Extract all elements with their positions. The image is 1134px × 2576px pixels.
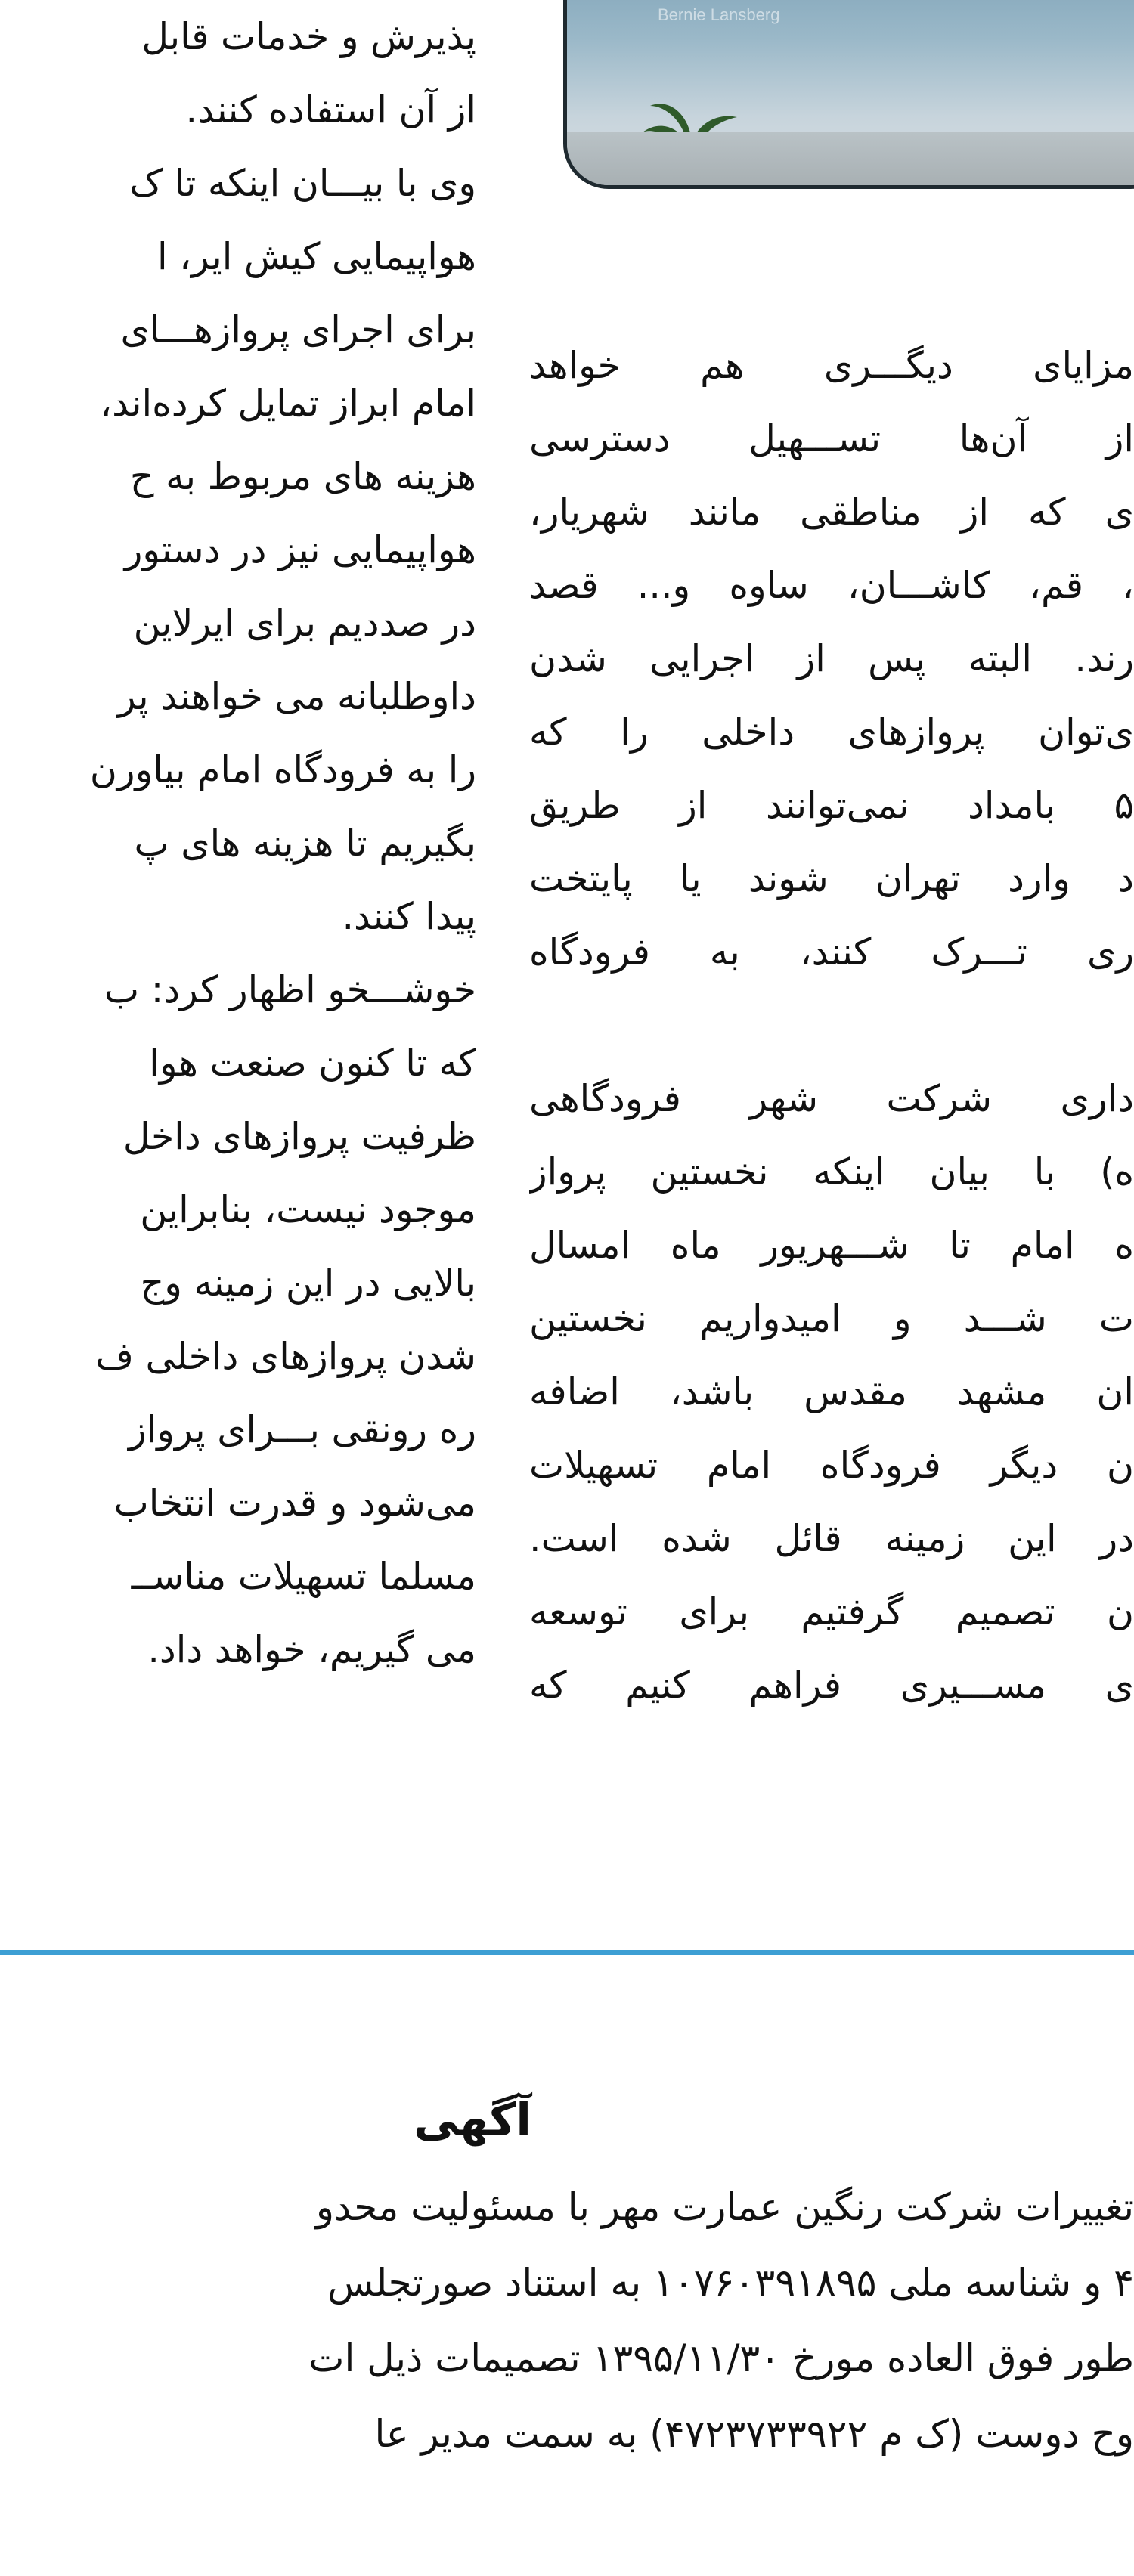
article-line: از آن‌ها تســـهیل دسترسی xyxy=(529,417,1134,460)
article-line: وی با بیـــان اینکه تا ک xyxy=(129,162,476,205)
article-line: ه) با بیان اینکه نخستین پرواز xyxy=(529,1150,1134,1194)
article-line: ظرفیت پروازهای داخل xyxy=(122,1115,476,1158)
ad-line: وح دوست (ک م ۴۷۲۳۷۳۳۹۲۲) به سمت مدیر عا xyxy=(374,2412,1134,2456)
article-line: بگیریم تا هزینه های پ xyxy=(134,822,476,865)
article-line: داوطلبانه می خواهند پر xyxy=(118,675,476,718)
article-line: را به فرودگاه امام بیاورن xyxy=(89,748,476,791)
article-line: هواپیمایی کیش ایر، ا xyxy=(157,235,476,278)
article-line: در صددیم برای ایرلاین xyxy=(133,602,476,645)
article-line: رند. البته پس از اجرایی شدن xyxy=(529,637,1134,680)
article-column-right xyxy=(529,329,1134,1722)
article-column-left xyxy=(0,0,476,1686)
article-line: بالایی در این زمینه وج xyxy=(140,1262,476,1305)
article-line: د وارد تهران شوند یا پایتخت xyxy=(529,857,1134,900)
article-line: ی‌توان پروازهای داخلی را که xyxy=(529,711,1134,754)
article-line: خوشـــخو اظهار کرد: ب xyxy=(104,968,476,1011)
article-line: مزایای دیگـــری هم خواهد xyxy=(529,344,1134,387)
article-line: در این زمینه قائل شده است. xyxy=(529,1517,1134,1560)
article-line: می گیریم، خواهد داد. xyxy=(147,1628,476,1671)
article-line: ت شـــد و امیدواریم نخستین xyxy=(529,1297,1134,1340)
article-line: مسلما تسهیلات مناســ xyxy=(131,1555,476,1598)
article-line: ی که از مناطقی مانند شهریار، xyxy=(529,491,1134,534)
article-line: ان مشهد مقدس باشد، اضافه xyxy=(529,1370,1134,1413)
article-line: ره رونقی بـــرای پرواز xyxy=(129,1408,476,1451)
article-line xyxy=(529,989,1134,1062)
section-divider xyxy=(0,1950,1134,1955)
article-photo xyxy=(563,0,1134,189)
article-line: پیدا کنند. xyxy=(342,895,476,938)
article-line: ی مســـیری فراهم کنیم که xyxy=(529,1664,1134,1707)
ad-title: آگهی xyxy=(414,2094,531,2147)
photo-caption: Bernie Lansberg xyxy=(658,5,780,24)
article-line: ری تـــرک کنند، به فرودگاه xyxy=(529,930,1134,974)
photo-ground xyxy=(567,132,1134,185)
ad-line: طور فوق العاده مورخ ۱۳۹۵/۱۱/۳۰ تصمیمات ذیل ات xyxy=(308,2336,1134,2380)
article-line: که تا کنون صنعت هوا xyxy=(149,1042,476,1085)
ad-line: تغییرات شرکت رنگین عمارت مهر با مسئولیت محدو xyxy=(315,2185,1134,2229)
article-line: شدن پروازهای داخلی ف xyxy=(95,1335,476,1378)
article-line: ، قم، کاشـــان، ساوه و... قصد xyxy=(529,564,1134,607)
article-line: از آن استفاده کنند. xyxy=(185,88,476,132)
article-line: هواپیمایی نیز در دستور xyxy=(124,528,476,571)
article-line: برای اجرای پروازهـــای xyxy=(120,308,476,351)
ad-body xyxy=(0,2169,1134,2472)
article-line: ن تصمیم گرفتیم برای توسعه xyxy=(529,1590,1134,1633)
article-line: می‌شود و قدرت انتخاب xyxy=(113,1482,476,1525)
article-line: موجود نیست، بنابراین xyxy=(140,1188,476,1231)
article-line: ه امام تا شـــهریور ماه امسال xyxy=(529,1224,1134,1267)
article-line: هزینه های مربوط به ح xyxy=(129,455,476,498)
article-line: پذیرش و خدمات قابل xyxy=(141,15,476,58)
article-line: ن دیگر فرودگاه امام تسهیلات xyxy=(529,1444,1134,1487)
article-line: داری شرکت شهر فرودگاهی xyxy=(529,1077,1134,1120)
ad-line: ۴ و شناسه ملی ۱۰۷۶۰۳۹۱۸۹۵ به استناد صورتجلس xyxy=(327,2261,1134,2305)
article-line: امام ابراز تمایل کرده‌اند، xyxy=(100,382,476,425)
article-line: ۵ بامداد نمی‌توانند از طریق xyxy=(529,784,1134,827)
